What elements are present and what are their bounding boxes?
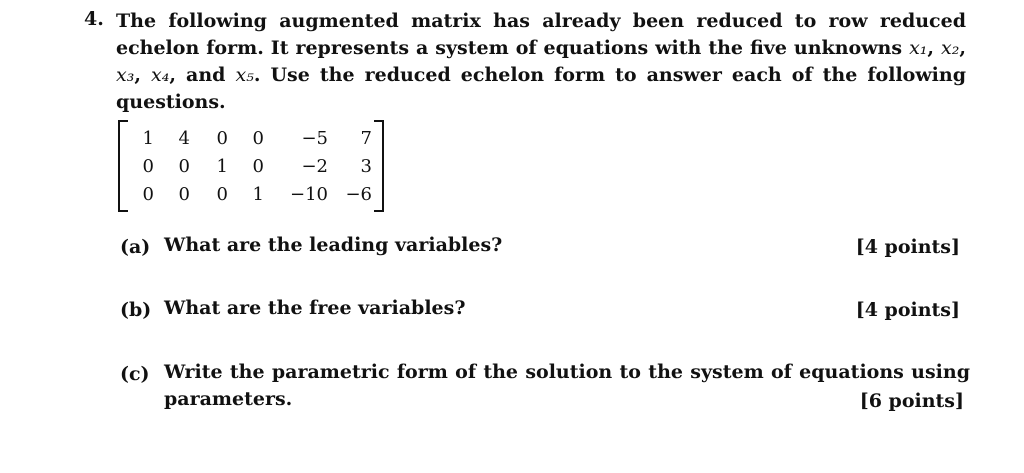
- question-c-label: (c): [120, 363, 150, 385]
- stem-text-1: The following augmented matrix has already been reduced to row reduced echelon form. It represents a system of equations with the five unknowns: [116, 10, 966, 59]
- stem-text-2: . Use the reduced echelon form to answer each of the following questions.: [116, 64, 967, 113]
- matrix-left-bracket: [118, 120, 128, 212]
- var-x2: x₂: [941, 37, 960, 59]
- matrix-cell: 0: [178, 155, 190, 177]
- matrix-cell: 1: [142, 127, 154, 149]
- stem-and: , and: [169, 64, 236, 86]
- matrix-cell: 0: [178, 183, 190, 205]
- matrix-cell: 3: [360, 155, 372, 177]
- question-b-points: [4 points]: [855, 299, 960, 321]
- matrix-right-bracket: [374, 120, 384, 212]
- matrix-row: [132, 180, 372, 208]
- matrix-cell: 4: [178, 127, 190, 149]
- question-c-text: Write the parametric form of the solution to the system of equations using parameters.: [164, 361, 970, 410]
- question-a-label: (a): [120, 236, 151, 258]
- matrix-cell: 7: [360, 127, 372, 149]
- matrix-cell: 0: [142, 155, 154, 177]
- matrix-cell: 0: [142, 183, 154, 205]
- matrix-table: [132, 124, 372, 208]
- matrix-cell: 0: [252, 155, 264, 177]
- problem-number: 4.: [84, 8, 104, 30]
- var-x1: x₁: [909, 37, 928, 59]
- matrix-cell: −2: [301, 155, 328, 177]
- question-b-text: What are the free variables?: [164, 297, 466, 319]
- matrix-cell: 0: [252, 127, 264, 149]
- question-a-text: What are the leading variables?: [164, 234, 503, 256]
- matrix-cell: 1: [252, 183, 264, 205]
- var-x4: x₄: [151, 64, 170, 86]
- question-a-points: [4 points]: [855, 236, 960, 258]
- question-c-points: [6 points]: [859, 390, 964, 412]
- question-b-label: (b): [120, 299, 152, 321]
- matrix-cell: −10: [290, 183, 328, 205]
- matrix-cell: 0: [216, 127, 228, 149]
- matrix-cell: 0: [216, 183, 228, 205]
- stem-sep-2: ,: [959, 37, 966, 59]
- matrix-cell: −6: [345, 183, 372, 205]
- problem-stem: [116, 8, 966, 116]
- var-x3: x₃: [116, 64, 135, 86]
- var-x5: x₅: [235, 64, 254, 86]
- matrix-row: [132, 152, 372, 180]
- stem-sep-1: ,: [927, 37, 935, 59]
- matrix-cell: −5: [301, 127, 328, 149]
- matrix-cell: 1: [216, 155, 228, 177]
- matrix-row: [132, 124, 372, 152]
- stem-sep-3: ,: [134, 64, 152, 86]
- augmented-matrix: [118, 120, 418, 212]
